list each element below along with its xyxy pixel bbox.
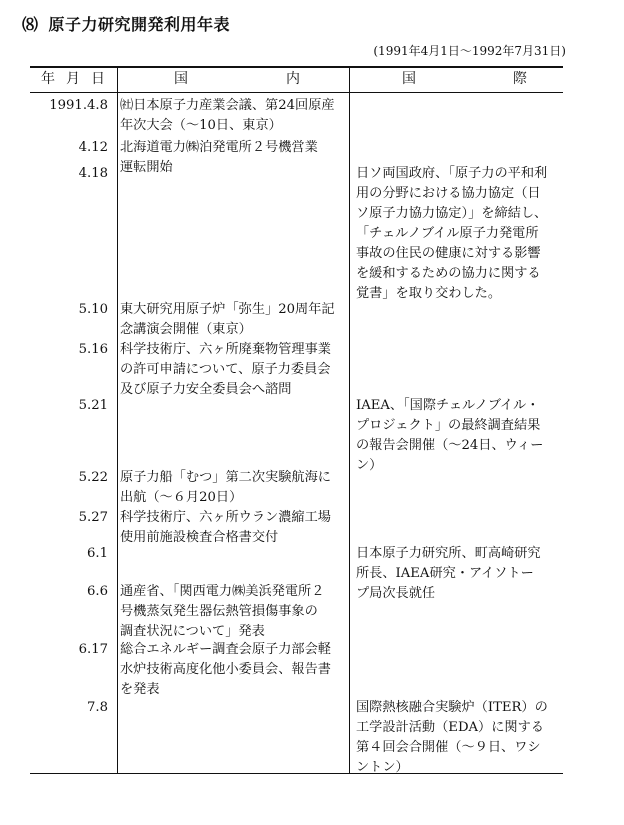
row-date: 4.12 bbox=[78, 140, 108, 155]
column-divider-domestic bbox=[349, 66, 350, 774]
row-international: 日ソ両国政府、「原子力の平和利 用の分野における協力協定（日 ソ原子力協力協定）」を締結し、 「チェルノブイル原子力発電所 事故の住民の健康に対する影響 を緩和するための協力に関する 覚書」を取り交わした。 bbox=[356, 166, 548, 301]
section-number: ⑻ bbox=[22, 15, 39, 34]
row-international: 国際熱核融合実験炉（ITER）の 工学設計活動（EDA）に関する 第４回会合開催（〜９日、ワシ ントン） bbox=[356, 700, 548, 775]
header-day: 日 bbox=[91, 71, 105, 87]
row-domestic: 北海道電力㈱泊発電所２号機営業 運転開始 bbox=[120, 140, 318, 175]
row-date: 6.6 bbox=[87, 584, 108, 599]
header-month: 月 bbox=[66, 71, 80, 87]
row-domestic: 東大研究用原子炉「弥生」20周年記 念講演会開催（東京） bbox=[120, 302, 335, 337]
header-international-char-2: 際 bbox=[513, 71, 527, 87]
row-date: 1991.4.8 bbox=[49, 98, 108, 113]
row-date: 5.21 bbox=[78, 398, 108, 413]
period-range: (1991年4月1日〜1992年7月31日) bbox=[373, 44, 566, 58]
header-domestic-char-1: 国 bbox=[174, 71, 188, 87]
row-domestic: 科学技術庁、六ヶ所廃棄物管理事業 の許可申請について、原子力委員会 及び原子力安全委員会へ諮問 bbox=[120, 342, 331, 397]
section-title: 原子力研究開発利用年表 bbox=[48, 15, 231, 34]
header-international-char-1: 国 bbox=[402, 71, 416, 87]
header-rule bbox=[30, 92, 563, 93]
row-date: 4.18 bbox=[78, 166, 108, 181]
row-date: 6.17 bbox=[78, 642, 108, 657]
row-date: 5.10 bbox=[78, 302, 108, 317]
page-title bbox=[22, 12, 230, 35]
chronology-table bbox=[30, 66, 563, 774]
header-domestic bbox=[118, 68, 348, 90]
column-divider-date bbox=[117, 66, 118, 774]
header-domestic-char-2: 内 bbox=[286, 71, 300, 87]
row-date: 5.16 bbox=[78, 342, 108, 357]
header-international bbox=[350, 68, 563, 90]
row-date: 7.8 bbox=[87, 700, 108, 715]
row-date: 5.27 bbox=[78, 510, 108, 525]
row-domestic: 科学技術庁、六ヶ所ウラン濃縮工場 使用前施設検査合格書交付 bbox=[120, 510, 331, 545]
row-date: 6.1 bbox=[87, 546, 108, 561]
row-domestic: ㈳日本原子力産業会議、第24回原産 年次大会（〜10日、東京） bbox=[120, 98, 335, 133]
header-year: 年 bbox=[41, 71, 55, 87]
header-date bbox=[30, 68, 116, 90]
row-international: IAEA、「国際チェルノブイル・ プロジェクト」の最終調査結果 の報告会開催（〜24日、ウィー ン） bbox=[356, 398, 544, 473]
row-domestic: 原子力船「むつ」第二次実験航海に 出航（〜６月20日） bbox=[120, 470, 331, 505]
row-domestic: 通産省、「関西電力㈱美浜発電所２ 号機蒸気発生器伝熱管損傷事象の 調査状況について」発表 bbox=[120, 584, 325, 639]
row-international: 日本原子力研究所、町高崎研究 所長、IAEA研究・アイソトー プ局次長就任 bbox=[356, 546, 541, 601]
row-domestic: 総合エネルギー調査会原子力部会軽 水炉技術高度化他小委員会、報告書 を発表 bbox=[120, 642, 331, 697]
row-date: 5.22 bbox=[78, 470, 108, 485]
